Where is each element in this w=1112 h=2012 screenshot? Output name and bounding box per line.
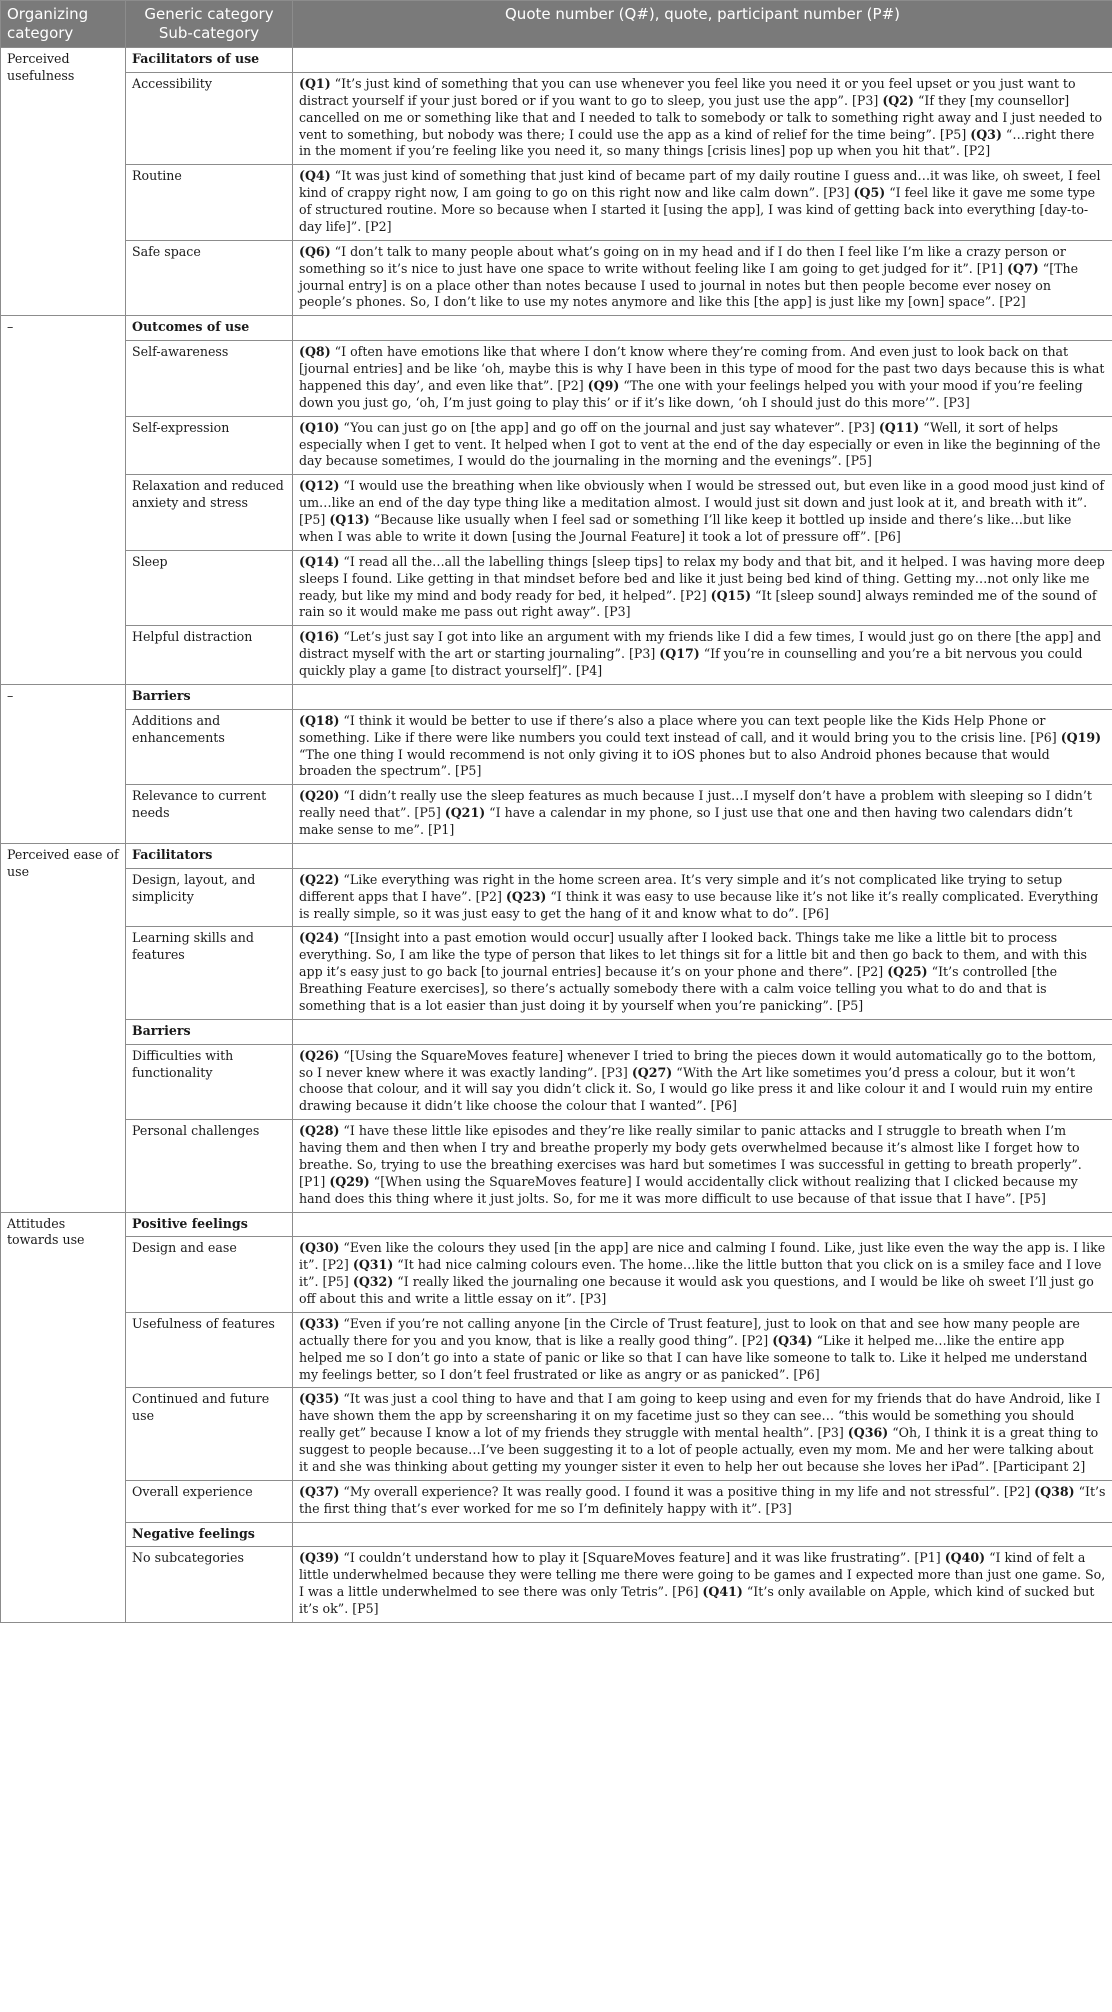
quote-text: “The one thing I would recommend is not only giving it to iOS phones but to also Android phones because that would broaden the spectrum”. [P5] [299, 746, 1050, 779]
generic-category-row [1, 48, 1112, 73]
quote-text: “It was just kind of something that just kind of became part of my daily routine I guess and…it was like, oh sweet, I feel kind of crappy right now, I am going to go on this right now and like calm down”. [P3] [299, 168, 1101, 201]
generic-category-cell: Facilitators [126, 843, 293, 868]
table-row [1, 927, 1112, 1019]
table-row [1, 475, 1112, 551]
quote-cell [293, 316, 1112, 341]
quote-text: “I couldn’t understand how to play it [SquareMoves feature] and it was like frustrating”. [P1] [339, 1550, 945, 1566]
table-row [1, 868, 1112, 927]
generic-category-cell: Barriers [126, 684, 293, 709]
quote-text: “I would use the breathing when like obviously when I would be stressed out, but even like in a good mood just kind of um…like an end of the day type thing like a meditation almost. I would just sit down and just look at it, and breath with it”. [P5] [299, 478, 1105, 527]
quote-text: “It’s the first thing that’s ever worked for me so I’m definitely happy with it”. [P3] [299, 1483, 1106, 1516]
quote-text: “Let’s just say I got into like an argument with my friends like I did a few times, I would just go on there [the app] and distract myself with the art or starting journaling”. [P3] [299, 629, 1102, 662]
table-row [1, 626, 1112, 685]
quote-cell [293, 341, 1112, 417]
quote-cell [293, 1480, 1112, 1522]
generic-category-row [1, 1019, 1112, 1044]
quote-text: “I often have emotions like that where I don’t know where they’re coming from. And even just to look back on that [journal entries] and be like ‘oh, maybe this is why I have been in this type of mood for the past two days because this is what happened this day’, and even like that”. [P2] [299, 344, 1105, 393]
quote-number: (Q32) [352, 1274, 394, 1290]
header-category [126, 1, 293, 48]
quote-number: (Q39) [299, 1550, 340, 1566]
quote-number: (Q13) [329, 512, 370, 527]
quote-text: “If you’re in counselling and you’re a bit nervous you could quickly play a game [to distract yourself]”. [P4] [299, 646, 1083, 678]
generic-category-cell: Outcomes of use [126, 316, 293, 341]
table-row [1, 785, 1112, 844]
header-row [1, 1, 1112, 48]
header-organizing-category: Organizing category [1, 1, 126, 48]
organizing-category-cell: – [1, 316, 126, 685]
quote-text: “I have a calendar in my phone, so I just use that one and then having two calendars didn’t make sense to me”. [P1] [299, 805, 1073, 837]
generic-category-cell: Positive feelings [126, 1212, 293, 1237]
quote-cell [293, 1019, 1112, 1044]
sub-category-cell: No subcategories [126, 1547, 293, 1623]
table-row [1, 1237, 1112, 1313]
quote-cell [293, 1522, 1112, 1547]
quote-cell [293, 1237, 1112, 1313]
quote-number: (Q38) [1034, 1483, 1075, 1499]
quote-cell [293, 927, 1112, 1019]
organizing-category-cell: Perceived usefulness [1, 48, 126, 316]
quote-cell [293, 48, 1112, 73]
quote-text: “Like it helped me…like the entire app helped me so I don’t go into a state of panic or like so that I can have like someone to talk to. Like it helped me understand my feelings better, so I don’t feel frustrated or like as angry or as panicked”. [P6] [299, 1332, 1088, 1382]
quote-number: (Q33) [299, 1315, 340, 1331]
quote-text: “You can just go on [the app] and go off on the journal and just say whatever”. [P3] [339, 419, 879, 435]
quote-text: “[The journal entry] is on a place other than notes because I used to journal in notes but then people become ever nosey on people’s phones. So, I don’t like to use my notes anymore and like this [the app] is just like my [own] space”. [P2] [299, 260, 1079, 310]
quote-text: “It was just a cool thing to have and that I am going to keep using and even for my friends that do have Android, like I have shown them the app by screensharing it on my facetime just so they can see… “this would be something you should really get” because I know a lot of my friends they struggle with mental health”. [P3] [299, 1391, 1101, 1441]
quote-number: (Q21) [444, 805, 486, 821]
quote-number: (Q2) [882, 92, 914, 108]
quote-cell [293, 72, 1112, 164]
generic-category-cell: Barriers [126, 1019, 293, 1044]
table-row [1, 1044, 1112, 1120]
quote-text: “Because like usually when I feel sad or something I’ll like keep it bottled up inside and there’s like…but like when I was able to write it down [using the Journal Feature] it took a lot of pressure off”. [P6] [299, 512, 1072, 544]
quote-number: (Q37) [299, 1483, 340, 1499]
table-body [1, 48, 1112, 1623]
quote-number: (Q8) [299, 344, 331, 360]
quote-number: (Q6) [299, 243, 331, 259]
quote-number: (Q26) [299, 1047, 340, 1063]
organizing-category-cell: Perceived ease of use [1, 843, 126, 1212]
table-row [1, 1480, 1112, 1522]
quote-number: (Q29) [329, 1173, 370, 1189]
quote-number: (Q4) [299, 168, 331, 184]
quote-text: “[Using the SquareMoves feature] whenever I tried to bring the pieces down it would automatically go to the bottom, so I never knew where it was exactly landing”. [P3] [299, 1047, 1097, 1080]
quote-text: “I think it was easy to use because like it’s not like it’s really complicated. Everything is really simple, so it was just easy to get the hang of it and know what to do”. [P6] [299, 888, 1099, 921]
quote-number: (Q28) [299, 1123, 340, 1139]
sub-category-cell: Additions and enhancements [126, 709, 293, 785]
table-row [1, 1120, 1112, 1212]
quote-number: (Q7) [1007, 260, 1039, 276]
quote-number: (Q24) [299, 930, 340, 946]
quote-cell [293, 843, 1112, 868]
quote-text: “I don’t talk to many people about what’s going on in my head and if I do then I feel like I’m like a crazy person or something so it’s nice to just have one space to write without feeling like I am going to get judged for it”. [P1] [299, 243, 1066, 276]
table-header [1, 1, 1112, 48]
quote-number: (Q10) [299, 419, 340, 435]
sub-category-cell: Self-awareness [126, 341, 293, 417]
sub-category-cell: Helpful distraction [126, 626, 293, 685]
quote-number: (Q23) [505, 888, 547, 904]
quote-number: (Q40) [944, 1550, 986, 1566]
quote-cell [293, 1212, 1112, 1237]
quote-number: (Q20) [299, 788, 340, 804]
quote-text: “…right there in the moment if you’re feeling like you need it, so many things [crisis lines] pop up when you hit that”. [P2] [299, 126, 1095, 159]
quote-text: “It [sleep sound] always reminded me of the sound of rain so it would make me pass out right away”. [P3] [299, 587, 1097, 620]
quote-number: (Q17) [659, 646, 700, 662]
quote-number: (Q22) [299, 871, 340, 887]
quote-text: “Oh, I think it is a great thing to suggest to people because…I’ve been suggesting it to a lot of people actually, even my mom. Me and her were talking about it and she was thinking about getting my younger sister it even to help her out because she loves her iPad”. [Participant 2] [299, 1425, 1099, 1474]
sub-category-cell: Routine [126, 165, 293, 241]
quote-text: “I feel like it gave me some type of structured routine. More so because when I started it [using the app], I was kind of getting back into everything [day-to-day life]”. [P2] [299, 185, 1096, 234]
header-generic-category: Generic category [144, 5, 274, 23]
quote-text: “I didn’t really use the sleep features as much because I just…I myself don’t have a problem with sleeping so I didn’t really need that”. [P5] [299, 788, 1092, 821]
quote-cell [293, 550, 1112, 626]
table-row [1, 72, 1112, 164]
sub-category-cell: Overall experience [126, 1480, 293, 1522]
quote-number: (Q35) [299, 1391, 340, 1407]
quote-number: (Q12) [299, 478, 340, 494]
quote-text: “I read all the…all the labelling things [sleep tips] to relax my body and that bit, and it helped. I was having more deep sleeps I found. Like getting in that mindset before bed and like it just being bed kind of thing. Getting my…not only like me ready, but like my mind and body ready for bed, it helped”. [P2] [299, 553, 1105, 603]
table-row [1, 1312, 1112, 1388]
quote-cell [293, 1120, 1112, 1212]
generic-category-row [1, 684, 1112, 709]
quote-text: “With the Art like sometimes you’d press a colour, but it won’t choose that colour, and it will say you didn’t click it. So, I would go like press it and like colour it and I would ruin my entire drawing because it didn’t like choose the colour that I wanted”. [P6] [299, 1064, 1093, 1114]
generic-category-row [1, 316, 1112, 341]
quote-text: “I have these little like episodes and they’re like really similar to panic attacks and I struggle to breath when I’m having them and then when I try and breathe properly my body gets overwhelmed because it’s almost like I forget how to breathe. So, trying to use the breathing exercises was hard but sometimes I was successful in getting to breath properly”. [P1] [299, 1123, 1082, 1189]
quote-number: (Q3) [970, 126, 1002, 142]
table-row [1, 165, 1112, 241]
quote-number: (Q41) [702, 1584, 743, 1600]
table-row [1, 1547, 1112, 1623]
header-quote: Quote number (Q#), quote, participant number (P#) [293, 1, 1112, 48]
quote-number: (Q19) [1060, 729, 1102, 745]
quote-text: “It had nice calming colours even. The home…like the little button that you click on is a smiley face and I love it”. [P5] [299, 1257, 1102, 1290]
organizing-category-cell: – [1, 684, 126, 843]
header-sub-category: Sub-category [158, 23, 260, 42]
quote-cell [293, 709, 1112, 785]
quote-cell [293, 1044, 1112, 1120]
generic-category-row [1, 1212, 1112, 1237]
quote-text: “Well, it sort of helps especially when I get to vent. It helped when I got to vent at the end of the day especially or even in like the beginning of the day because sometimes, I would do the journaling in the morning and the evenings”. [P5] [299, 419, 1101, 469]
quote-text: “I kind of felt a little underwhelmed because they were telling me there were going to be games and I expected more than just one game. So, I was a little underwhelmed to see there was only Tetris”. [P6] [299, 1550, 1106, 1600]
sub-category-cell: Design and ease [126, 1237, 293, 1313]
quote-text: “Like everything was right in the home screen area. It’s very simple and it’s not complicated like trying to setup different apps that I have”. [P2] [299, 871, 1063, 904]
quote-cell [293, 416, 1112, 475]
quote-number: (Q15) [710, 587, 752, 603]
generic-category-row [1, 1522, 1112, 1547]
quote-cell [293, 475, 1112, 551]
quote-number: (Q11) [878, 419, 920, 435]
quote-text: “If they [my counsellor] cancelled on me or something like that and I needed to talk to somebody or talk to something right away and I just needed to vent to something, but nobody was there; I could use the app as a kind of relief for the time being”. [P5] [299, 92, 1103, 142]
sub-category-cell: Learning skills and features [126, 927, 293, 1019]
quote-number: (Q9) [587, 377, 620, 393]
quote-number: (Q36) [847, 1425, 889, 1441]
sub-category-cell: Difficulties with functionality [126, 1044, 293, 1120]
sub-category-cell: Continued and future use [126, 1388, 293, 1480]
quote-text: “[Insight into a past emotion would occur] usually after I looked back. Things take me like a little bit to process everything. So, I am like the type of person that likes to let things sit for a little bit and then go back to them, and with this app it’s easy just to go back [to journal entries] because it’s on your phone and there”. [P2] [299, 930, 1087, 980]
quote-number: (Q16) [299, 629, 340, 645]
sub-category-cell: Accessibility [126, 72, 293, 164]
quote-text: “Even if you’re not calling anyone [in the Circle of Trust feature], just to look on that and see how many people are actually there for you and you know, that is like a really good thing”. [P2] [299, 1315, 1080, 1348]
sub-category-cell: Personal challenges [126, 1120, 293, 1212]
table-row [1, 709, 1112, 785]
quote-text: “Even like the colours they used [in the app] are nice and calming I found. Like, just like even the way the app is. I like it”. [P2] [299, 1240, 1106, 1273]
quote-text: “[When using the SquareMoves feature] I would accidentally click without realizing that I clicked because my hand does this thing where it just jolts. So, for me it was more difficult to use because of that issue that I have”. [P5] [299, 1173, 1078, 1206]
quote-text: “The one with your feelings helped you with your mood if you’re feeling down you just go, ‘oh, I’m just going to play this’ or if it’s like down, ‘oh I should just do this more’”. [P3] [299, 377, 1083, 410]
quote-cell [293, 1547, 1112, 1623]
table-row [1, 1388, 1112, 1480]
quote-number: (Q34) [772, 1332, 813, 1348]
quote-number: (Q25) [887, 964, 928, 980]
quote-cell [293, 1312, 1112, 1388]
quote-text: “It’s only available on Apple, which kind of sucked but it’s ok”. [P5] [299, 1584, 1095, 1616]
generic-category-cell: Negative feelings [126, 1522, 293, 1547]
generic-category-cell: Facilitators of use [126, 48, 293, 73]
quote-number: (Q31) [352, 1257, 394, 1273]
sub-category-cell: Safe space [126, 240, 293, 316]
sub-category-cell: Relevance to current needs [126, 785, 293, 844]
quote-text: “My overall experience? It was really good. I found it was a positive thing in my life and not stressful”. [P2] [339, 1483, 1035, 1499]
table-row [1, 341, 1112, 417]
quote-cell [293, 785, 1112, 844]
quote-number: (Q1) [299, 75, 331, 91]
organizing-category-cell: Attitudes towards use [1, 1212, 126, 1622]
sub-category-cell: Design, layout, and simplicity [126, 868, 293, 927]
quote-number: (Q5) [853, 185, 886, 201]
table-row [1, 416, 1112, 475]
quote-number: (Q30) [299, 1240, 340, 1256]
quote-cell [293, 165, 1112, 241]
quote-text: “I really liked the journaling one because it would ask you questions, and I would be like oh sweet I’ll just go off about this and write a little essay on it”. [P3] [299, 1274, 1094, 1306]
quote-text: “I think it would be better to use if there’s also a place where you can text people like the Kids Help Phone or something. Like if there were like numbers you could text instead of call, and it would bring you to the crisis line. [P6] [299, 712, 1061, 745]
quote-cell [293, 684, 1112, 709]
sub-category-cell: Sleep [126, 550, 293, 626]
quote-cell [293, 868, 1112, 927]
table-row [1, 550, 1112, 626]
generic-category-row [1, 843, 1112, 868]
quote-cell [293, 240, 1112, 316]
quote-cell [293, 626, 1112, 685]
quote-cell [293, 1388, 1112, 1480]
table-row [1, 240, 1112, 316]
sub-category-cell: Usefulness of features [126, 1312, 293, 1388]
quote-text: “It’s controlled [the Breathing Feature exercises], so there’s actually somebody there with a calm voice telling you what to do and that is something that is a lot easier than just doing it by yourself when you’re panicking”. [P5] [299, 964, 1058, 1013]
quote-text: “It’s just kind of something that you can use whenever you feel like you need it or you feel upset or you just want to distract yourself if your just bored or if you want to go to sleep, you just use the app”. [P3] [299, 75, 1076, 108]
sub-category-cell: Self-expression [126, 416, 293, 475]
sub-category-cell: Relaxation and reduced anxiety and stress [126, 475, 293, 551]
quote-number: (Q14) [299, 553, 340, 569]
quote-number: (Q18) [299, 712, 340, 728]
quote-number: (Q27) [631, 1064, 673, 1080]
